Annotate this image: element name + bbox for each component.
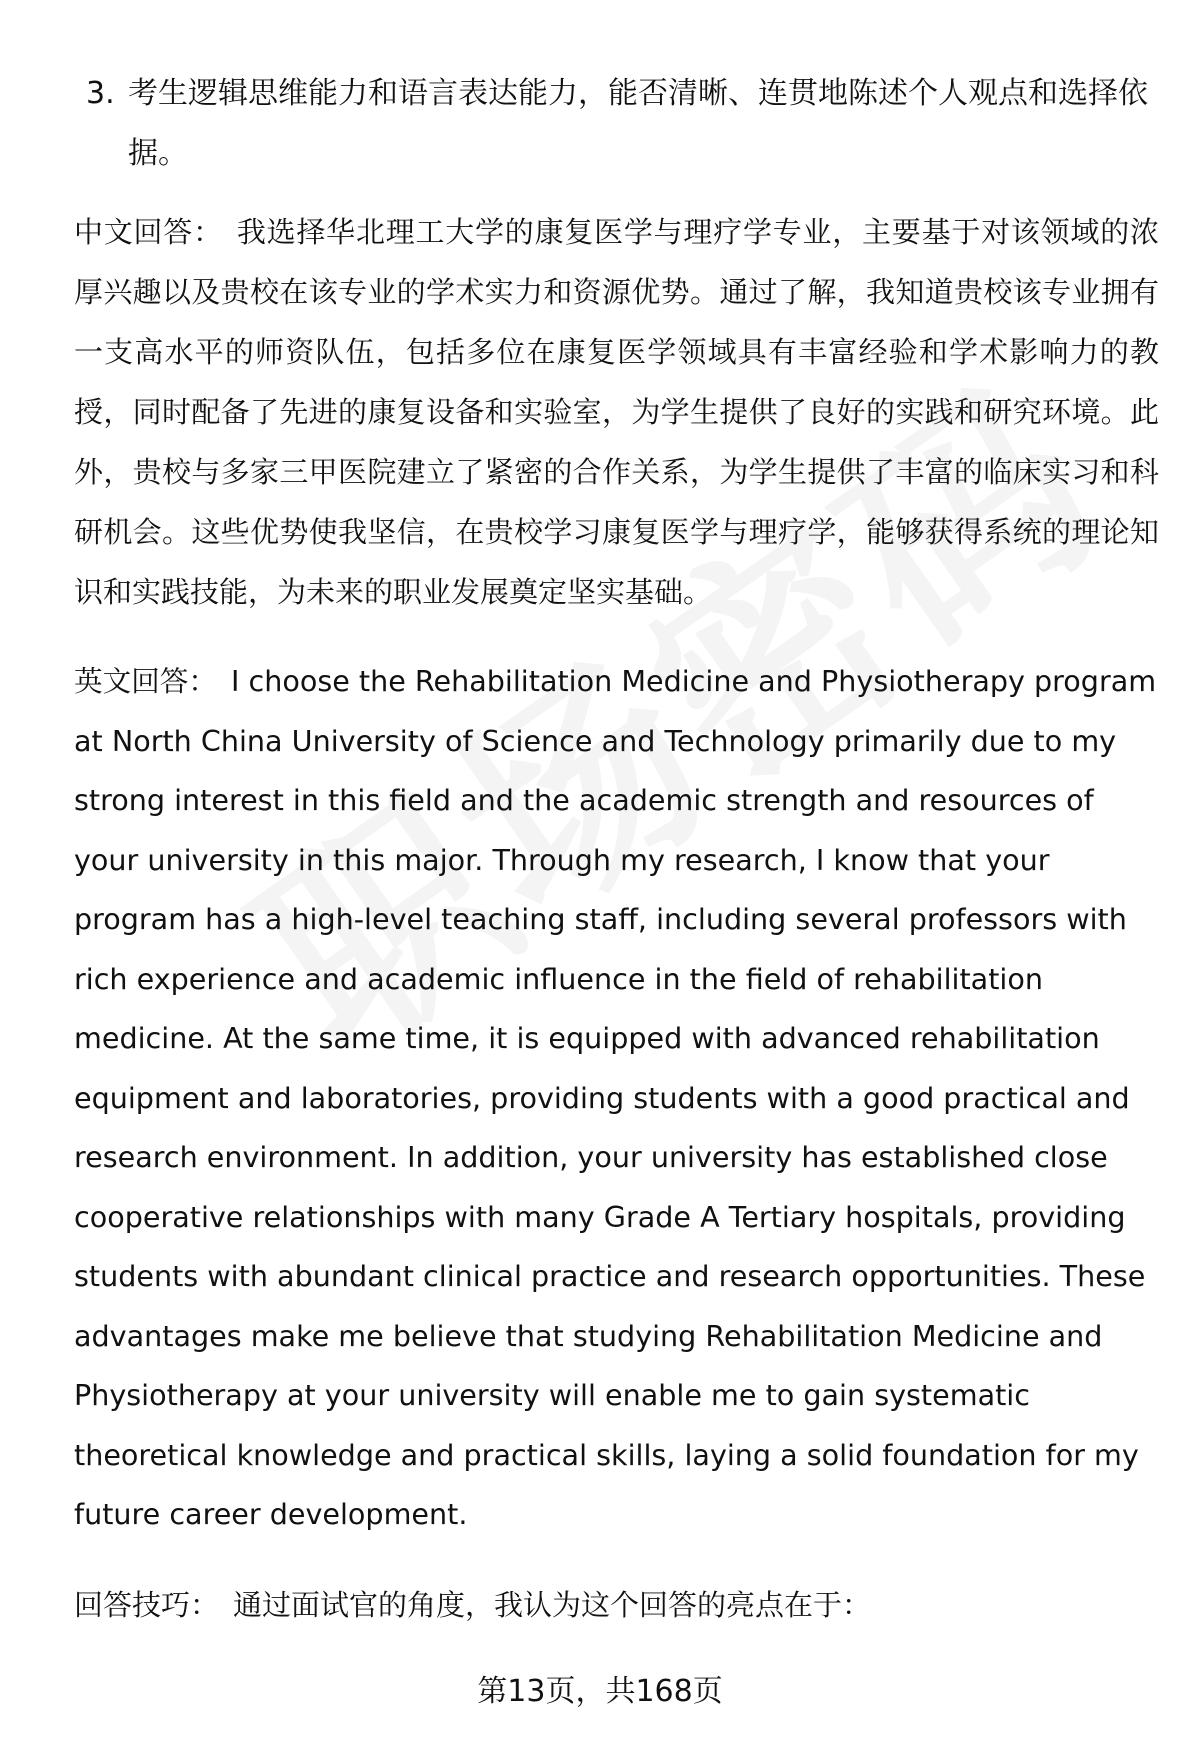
answer-tips-label: 回答技巧：: [74, 1587, 220, 1622]
page-indicator: 第13页，共168页: [477, 1674, 723, 1709]
chinese-answer-label: 中文回答：: [74, 215, 223, 249]
page-content: [74, 64, 1159, 1665]
list-item-number: 3.: [86, 76, 115, 111]
chinese-answer-text: 我选择华北理工大学的康复医学与理疗学专业，主要基于对该领域的浓厚兴趣以及贵校在该专业的学术实力和资源优势。通过了解，我知道贵校该专业拥有一支高水平的师资队伍，包括多位在康复医学领域具有丰富经验和学术影响力的教授，同时配备了先进的康复设备和实验室，为学生提供了良好的实践和研究环境。此外，贵校与多家三甲医院建立了紧密的合作关系，为学生提供了丰富的临床实习和科研机会。这些优势使我坚信，在贵校学习康复医学与理疗学，能够获得系统的理论知识和实践技能，为未来的职业发展奠定坚实基础。: [74, 215, 1159, 609]
answer-tips-text: 通过面试官的角度，我认为这个回答的亮点在于：: [233, 1587, 872, 1622]
page-footer: [0, 1672, 1200, 1712]
english-answer-text: I choose the Rehabilitation Medicine and Physiotherapy program at North China University of Science and Technology primarily due to my strong interest in this field and the academic strength and resources of your university in this major. Through my research, I know that your program has a high-level teaching staff, including several professors with rich experience and academic influence in the field of rehabilitation medicine. At the same time, it is equipped with advanced rehabilitation equipment and laboratories, providing students with a good practical and research environment. In addition, your university has established close cooperative relationships with many Grade A Tertiary hospitals, providing students with abundant clinical practice and research opportunities. These advantages make me believe that studying Rehabilitation Medicine and Physiotherapy at your university will enable me to gain systematic theoretical knowledge and practical skills, laying a solid foundation for my future career development.: [74, 664, 1157, 1531]
english-answer-paragraph: [74, 652, 1159, 1545]
criteria-list-item: [74, 64, 1159, 184]
english-answer-label: 英文回答：: [74, 664, 217, 698]
chinese-answer-paragraph: [74, 202, 1159, 622]
answer-tips-paragraph: [74, 1575, 1159, 1635]
list-item-text: 考生逻辑思维能力和语言表达能力，能否清晰、连贯地陈述个人观点和选择依据。: [128, 76, 1148, 171]
